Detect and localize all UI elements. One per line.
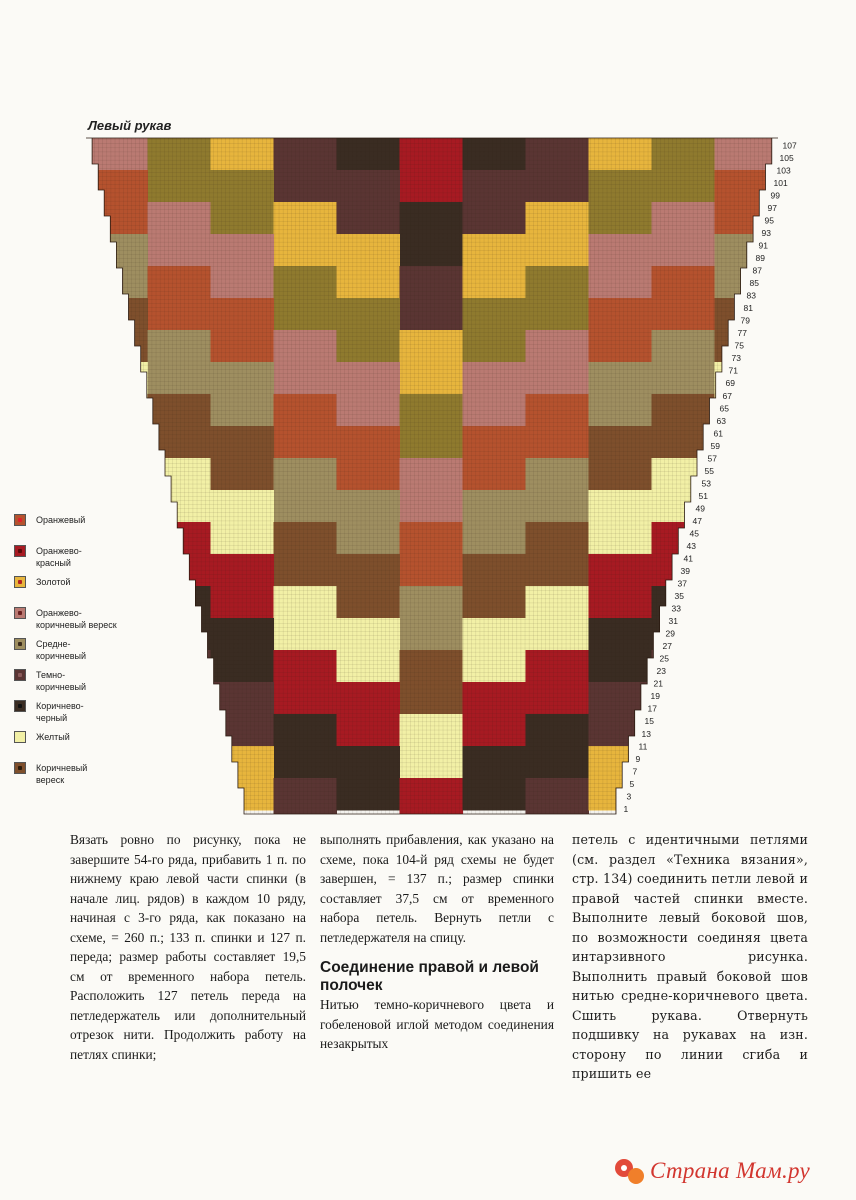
chart-block xyxy=(778,330,842,395)
chart-block xyxy=(22,330,86,395)
chart-block xyxy=(22,138,86,203)
row-number: 75 xyxy=(734,340,744,351)
row-number: 21 xyxy=(653,678,663,689)
row-number: 7 xyxy=(632,766,638,777)
chart-block xyxy=(841,682,856,747)
chart-block xyxy=(841,554,856,619)
legend-swatch xyxy=(14,638,26,650)
chart-block xyxy=(85,426,149,491)
legend-item xyxy=(14,669,86,693)
row-number: 9 xyxy=(635,753,641,764)
row-number: 89 xyxy=(755,253,765,264)
legend-item xyxy=(14,638,86,662)
chart-block xyxy=(841,106,856,171)
legend-swatch xyxy=(14,669,26,681)
paragraph: Нитью темно-коричневого цвета и гобеленовой иглой методом соединения незакрытых xyxy=(320,997,554,1051)
row-number: 17 xyxy=(647,703,657,714)
chart-block xyxy=(841,362,856,427)
chart-block xyxy=(85,746,149,811)
chart-block xyxy=(715,682,779,747)
legend-label-line: Оранжево- xyxy=(36,608,82,618)
legend-label-line: Оранжевый xyxy=(36,515,86,525)
row-number: 67 xyxy=(722,390,732,401)
row-number: 53 xyxy=(701,478,711,489)
watermark-logo-icon xyxy=(612,1156,648,1190)
row-number: 73 xyxy=(731,353,741,364)
legend-swatch xyxy=(14,607,26,619)
row-number: 95 xyxy=(764,215,774,226)
legend-label xyxy=(36,545,82,569)
chart-block xyxy=(715,618,779,683)
chart-block xyxy=(778,650,842,715)
chart-block xyxy=(841,426,856,491)
row-number: 91 xyxy=(758,240,768,251)
legend-swatch xyxy=(14,700,26,712)
swatch-symbol-icon xyxy=(18,580,22,584)
legend-label-line: черный xyxy=(36,713,68,723)
legend-label xyxy=(36,638,86,662)
chart-block xyxy=(841,618,856,683)
legend-swatch xyxy=(14,576,26,588)
chart-block xyxy=(0,170,22,235)
legend-label xyxy=(36,700,84,724)
chart-block xyxy=(0,106,22,171)
row-number: 43 xyxy=(686,541,696,551)
chart-block xyxy=(778,458,842,523)
chart-block xyxy=(841,298,856,363)
chart-block xyxy=(0,362,22,427)
row-number: 77 xyxy=(737,328,747,339)
legend-item xyxy=(14,514,85,526)
legend-item xyxy=(14,545,82,569)
paragraph: Вязать ровно по рисунку, пока не завершите 54-го ряда, прибавить 1 п. по нижнему краю левой части спинки (в начале лиц. рядов) в каждом 10 ряду, начиная с 3-го ряда, как показано на схеме, = 260 п.; 133 п. спинки и 127 п. переда; размер работы составляет 19,5 см от временного набора петель. Расположить 127 петель переда на петледержатель или дополнительный отрезок нити. Продолжить работу на петлях спинки; xyxy=(70,832,306,1062)
row-number: 79 xyxy=(740,315,750,326)
legend-label xyxy=(36,514,85,526)
chart-block xyxy=(841,170,856,235)
paragraph: выполнять прибавления, как указано на схеме, пока 104-й ряд схемы не будет завершен, = 137 п.; размер спинки составляет 37,5 см от временного набора петель. Вернуть петли с петледержателя на спицу. xyxy=(320,832,554,945)
text-column-3 xyxy=(572,830,808,1084)
row-number: 65 xyxy=(719,403,729,414)
chart-block xyxy=(148,778,212,830)
chart-block xyxy=(715,554,779,619)
row-number: 61 xyxy=(713,428,723,439)
chart-block xyxy=(778,202,842,267)
row-number: 107 xyxy=(782,140,797,151)
chart-block xyxy=(715,490,779,555)
row-number: 33 xyxy=(671,603,681,614)
swatch-symbol-icon xyxy=(18,766,22,770)
row-number: 1 xyxy=(623,803,629,814)
row-number: 51 xyxy=(698,490,708,501)
row-number: 85 xyxy=(749,278,759,289)
watermark-text: Страна Мам.ру xyxy=(650,1158,811,1183)
legend-swatch xyxy=(14,514,26,526)
chart-block xyxy=(715,746,779,811)
row-number: 71 xyxy=(728,365,738,376)
paragraph: петель с идентичными петлями (см. раздел «Техника вязания», стр. 134) соединить петли левой и правой частей спинки вместе. Выполните левый боковой шов, по возможности соединяя цвета интарзивного рисунка. Выполнить правый боковой шов нитью средне-коричневого цвета. Сшить рукава. Отвернуть подшивку на рукавах на изн. сторону по линии сгиба и пришить ее xyxy=(572,832,808,1081)
row-number: 27 xyxy=(662,641,672,652)
chart-block xyxy=(778,394,842,459)
row-number: 105 xyxy=(779,152,794,163)
text-column-2 xyxy=(320,830,554,1054)
swatch-symbol-icon xyxy=(18,549,22,553)
row-number: 103 xyxy=(776,165,791,176)
legend-label-line: Оранжево- xyxy=(36,546,82,556)
legend-label-line: Коричнево- xyxy=(36,701,84,711)
chart-block xyxy=(652,714,716,779)
legend-label xyxy=(36,731,70,743)
swatch-symbol-icon xyxy=(18,518,22,522)
chart-block xyxy=(0,234,22,299)
chart-block xyxy=(0,298,22,363)
chart-block xyxy=(778,522,842,587)
row-number: 55 xyxy=(704,465,714,476)
row-number: 83 xyxy=(746,290,756,301)
chart-block xyxy=(778,778,842,830)
row-number: 81 xyxy=(743,303,753,314)
legend-item xyxy=(14,607,117,631)
swatch-symbol-icon xyxy=(18,611,22,615)
chart-block xyxy=(148,714,212,779)
swatch-symbol-icon xyxy=(18,704,22,708)
row-number: 49 xyxy=(695,503,705,514)
legend-label-line: Золотой xyxy=(36,577,71,587)
chart-block xyxy=(148,650,212,715)
row-number: 15 xyxy=(644,716,654,727)
legend-label-line: коричневый вереск xyxy=(36,620,117,630)
row-number: 87 xyxy=(752,265,762,276)
row-number: 101 xyxy=(773,177,788,188)
chart-title: Левый рукав xyxy=(88,118,172,133)
chart-block xyxy=(22,202,86,267)
legend-item xyxy=(14,700,84,724)
legend-swatch xyxy=(14,545,26,557)
section-heading: Соединение правой и левой полочек xyxy=(320,959,539,994)
row-number: 47 xyxy=(692,515,702,526)
chart-block xyxy=(22,266,86,331)
legend-label-line: Коричневый xyxy=(36,763,88,773)
chart-block xyxy=(778,586,842,651)
chart-block xyxy=(22,394,86,459)
text-column-1 xyxy=(70,830,306,1064)
legend-label-line: Желтый xyxy=(36,732,70,742)
legend-label-line: коричневый xyxy=(36,682,87,692)
row-number: 31 xyxy=(668,616,678,627)
chart-block xyxy=(85,362,149,427)
chart-block xyxy=(841,490,856,555)
legend-label-line: Средне- xyxy=(36,639,71,649)
chart-block xyxy=(841,234,856,299)
row-number: 5 xyxy=(629,778,635,789)
swatch-symbol-icon xyxy=(18,673,22,677)
legend-label-line: вереск xyxy=(36,775,65,785)
row-number: 11 xyxy=(638,741,648,752)
legend-label xyxy=(36,669,86,693)
swatch-symbol-icon xyxy=(18,642,22,646)
row-number: 97 xyxy=(767,203,777,213)
row-number: 45 xyxy=(689,528,699,539)
row-number: 39 xyxy=(680,566,690,576)
legend-swatch xyxy=(14,731,26,743)
legend-label-line: красный xyxy=(36,558,71,568)
chart-block xyxy=(85,682,149,747)
chart-block xyxy=(22,458,86,523)
legend-item xyxy=(14,731,70,743)
row-number: 25 xyxy=(659,653,669,664)
legend-label-line: коричневый xyxy=(36,651,87,661)
row-number: 23 xyxy=(656,666,666,677)
row-number: 37 xyxy=(677,578,687,589)
row-number: 35 xyxy=(674,591,684,602)
row-number: 69 xyxy=(725,378,735,389)
chart-block xyxy=(841,746,856,811)
legend-item xyxy=(14,762,87,786)
chart-block xyxy=(778,266,842,331)
row-number: 13 xyxy=(641,728,651,739)
row-number: 59 xyxy=(710,440,720,451)
row-number: 99 xyxy=(770,190,780,201)
legend-item xyxy=(14,576,70,588)
row-number: 29 xyxy=(665,628,675,639)
chart-block xyxy=(85,490,149,555)
row-number: 57 xyxy=(707,453,717,464)
chart-block xyxy=(0,426,22,491)
chart-block xyxy=(715,426,779,491)
row-number: 41 xyxy=(683,553,693,564)
legend-label xyxy=(36,762,87,786)
chart-block xyxy=(778,714,842,779)
legend-label-line: Темно- xyxy=(36,670,66,680)
row-number: 19 xyxy=(650,691,660,702)
chart-block xyxy=(652,778,716,830)
row-number: 63 xyxy=(716,415,726,426)
legend-label xyxy=(36,576,70,588)
legend-label xyxy=(36,607,117,631)
row-number: 3 xyxy=(626,791,632,802)
row-number: 93 xyxy=(761,228,771,238)
legend-swatch xyxy=(14,762,26,774)
